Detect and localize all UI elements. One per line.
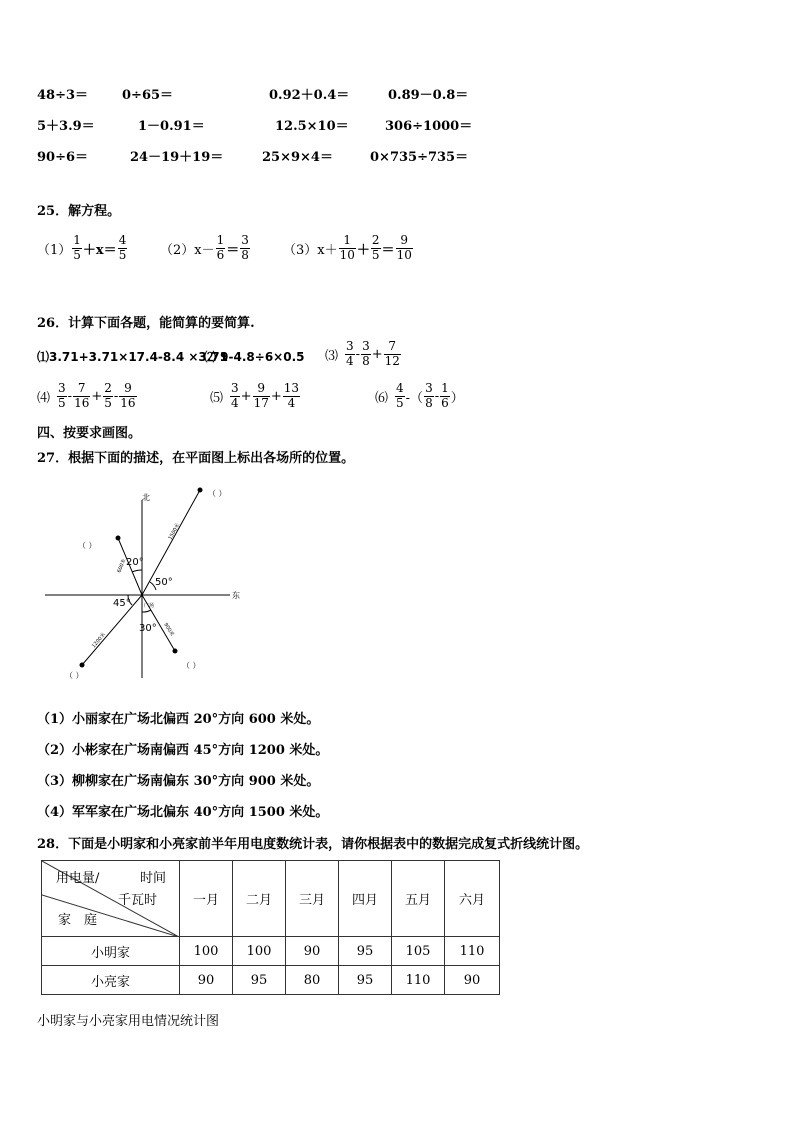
table-cell: 105 <box>392 937 445 966</box>
fraction: $\frac{13}{4}$ <box>283 381 300 410</box>
q26-p2: ⑵ 9-4.8÷6×0.5 <box>204 350 305 364</box>
calc-item: 0.92＋0.4＝ <box>269 88 350 103</box>
calc-item: 25×9×4＝ <box>262 150 333 165</box>
month-header: 三月 <box>286 861 339 937</box>
table-cell: 95 <box>339 937 392 966</box>
eq-op: ＝ <box>226 242 240 258</box>
header-corner-cell <box>42 861 180 937</box>
angle-label: 20° <box>126 557 144 568</box>
q27-item: （2）小彬家在广场南偏西 45°方向 1200 米处。 <box>37 743 329 758</box>
answer-blank: （ ） <box>208 489 227 498</box>
fraction: $\frac{4}{5}$ <box>118 233 127 262</box>
fraction: $\frac{7}{12}$ <box>384 339 400 368</box>
corner-label: 家 庭 <box>58 913 98 928</box>
q27-item: （1）小丽家在广场北偏西 20°方向 600 米处。 <box>37 712 320 727</box>
operator: + <box>270 388 282 404</box>
angle-arc <box>132 570 142 572</box>
distance-label: 900米 <box>162 621 175 638</box>
item-label: ⑹ <box>375 390 389 406</box>
item-label: ⑷ <box>37 390 51 406</box>
point-dot <box>198 488 203 493</box>
eq-label: （1） <box>37 242 72 258</box>
direction-map <box>40 478 250 688</box>
center-label: 广场 <box>144 603 155 609</box>
row-name: 小亮家 <box>42 966 180 995</box>
angle-label: 30° <box>139 623 157 634</box>
table-cell: 110 <box>392 966 445 995</box>
fraction: $\frac{9}{10}$ <box>396 233 412 262</box>
fraction: $\frac{4}{5}$ <box>396 381 404 410</box>
table-cell: 90 <box>445 966 500 995</box>
corner-label: 千瓦时 <box>118 893 158 908</box>
operator: - <box>113 388 119 404</box>
fraction: $\frac{1}{6}$ <box>216 233 225 262</box>
table-cell: 100 <box>233 937 286 966</box>
month-header: 五月 <box>392 861 445 937</box>
q26-p6 <box>375 382 464 411</box>
calc-item: 90÷6＝ <box>37 150 89 165</box>
table-row <box>42 966 500 995</box>
calc-item: 0÷65＝ <box>122 88 174 103</box>
calc-item: 0×735÷735＝ <box>370 150 469 165</box>
eq-op: ＋x＝ <box>82 242 117 258</box>
q27-item: （3）柳柳家在广场南偏东 30°方向 900 米处。 <box>37 774 320 789</box>
point-dot <box>173 649 178 654</box>
fraction: $\frac{3}{5}$ <box>58 381 66 410</box>
calc-item: 0.89－0.8＝ <box>388 88 469 103</box>
table-row <box>42 937 500 966</box>
fraction: $\frac{3}{4}$ <box>231 381 239 410</box>
q26-p1: ⑴3.71+3.71×17.4-8.4 ×3.71 <box>37 350 229 364</box>
operator: + <box>371 346 383 362</box>
q28-title: 28．下面是小明家和小亮家前半年用电度数统计表，请你根据表中的数据完成复式折线统计图。 <box>37 837 589 852</box>
operator: ） <box>450 390 464 406</box>
eq-op: ＝ <box>381 242 395 258</box>
table-header-row <box>42 861 500 937</box>
item-label: ⑶ <box>325 348 339 364</box>
q25-eq1 <box>37 234 128 263</box>
table-cell: 90 <box>180 966 233 995</box>
angle-arc <box>142 610 151 612</box>
operator: - <box>434 388 440 404</box>
distance-label: 1500米 <box>167 522 182 541</box>
calc-item: 48÷3＝ <box>37 88 89 103</box>
distance-label: 600米 <box>116 558 128 574</box>
calc-item: 12.5×10＝ <box>275 119 349 134</box>
table-cell: 100 <box>180 937 233 966</box>
eq-op: ＋ <box>356 242 370 258</box>
operator: + <box>91 388 103 404</box>
month-header: 四月 <box>339 861 392 937</box>
fraction: $\frac{3}{8}$ <box>362 339 370 368</box>
operator: -（ <box>405 390 424 406</box>
answer-blank: （ ） <box>182 661 201 670</box>
table-cell: 110 <box>445 937 500 966</box>
item-label: ⑸ <box>210 390 224 406</box>
calc-item: 1－0.91＝ <box>138 119 205 134</box>
q26-p5 <box>210 382 301 411</box>
answer-blank: （ ） <box>65 671 84 680</box>
q25-eq3 <box>283 234 414 263</box>
fraction: $\frac{1}{5}$ <box>73 233 81 262</box>
angle-label: 45° <box>113 598 131 609</box>
table-cell: 80 <box>286 966 339 995</box>
q26-title: 26．计算下面各题，能简算的要简算. <box>37 316 255 331</box>
ray-south-west <box>82 595 142 665</box>
operator: - <box>67 388 73 404</box>
q27-title: 27．根据下面的描述，在平面图上标出各场所的位置。 <box>37 451 355 466</box>
electricity-table <box>41 860 500 995</box>
point-dot <box>80 663 85 668</box>
eq-label: （3）x＋ <box>283 242 338 258</box>
north-label: 北 <box>142 493 150 502</box>
fraction: $\frac{1}{6}$ <box>441 381 449 410</box>
fraction: $\frac{9}{16}$ <box>120 381 136 410</box>
q26-p4 <box>37 382 138 411</box>
calc-item: 24－19＋19＝ <box>130 150 224 165</box>
angle-label: 50° <box>155 577 173 588</box>
table-cell: 95 <box>233 966 286 995</box>
month-header: 一月 <box>180 861 233 937</box>
answer-blank: （ ） <box>78 541 97 550</box>
month-header: 六月 <box>445 861 500 937</box>
q25-eq2 <box>160 234 251 263</box>
fraction: $\frac{2}{5}$ <box>104 381 112 410</box>
fraction: $\frac{1}{10}$ <box>339 233 355 262</box>
fraction: $\frac{2}{5}$ <box>371 233 380 262</box>
table-cell: 95 <box>339 966 392 995</box>
q27-item: （4）军军家在广场北偏东 40°方向 1500 米处。 <box>37 805 329 820</box>
fraction: $\frac{3}{4}$ <box>346 339 354 368</box>
calc-item: 306÷1000＝ <box>385 119 473 134</box>
operator: - <box>355 346 361 362</box>
fraction: $\frac{3}{8}$ <box>241 233 249 262</box>
row-name: 小明家 <box>42 937 180 966</box>
section-heading: 四、按要求画图。 <box>37 426 142 441</box>
eq-label: （2）x－ <box>160 242 215 258</box>
point-dot <box>116 536 121 541</box>
chart-caption: 小明家与小亮家用电情况统计图 <box>37 1014 220 1029</box>
fraction: $\frac{7}{16}$ <box>74 381 90 410</box>
east-label: 东 <box>232 591 240 600</box>
q26-p3 <box>325 340 402 369</box>
calc-item: 5＋3.9＝ <box>37 119 95 134</box>
corner-label: 时间 <box>140 871 167 886</box>
distance-label: 1200米 <box>90 631 107 650</box>
operator: + <box>240 388 252 404</box>
q25-title: 25．解方程。 <box>37 204 121 219</box>
fraction: $\frac{9}{17}$ <box>253 381 269 410</box>
corner-label: 用电量/ <box>56 871 100 886</box>
month-header: 二月 <box>233 861 286 937</box>
fraction: $\frac{3}{8}$ <box>425 381 433 410</box>
table-cell: 90 <box>286 937 339 966</box>
